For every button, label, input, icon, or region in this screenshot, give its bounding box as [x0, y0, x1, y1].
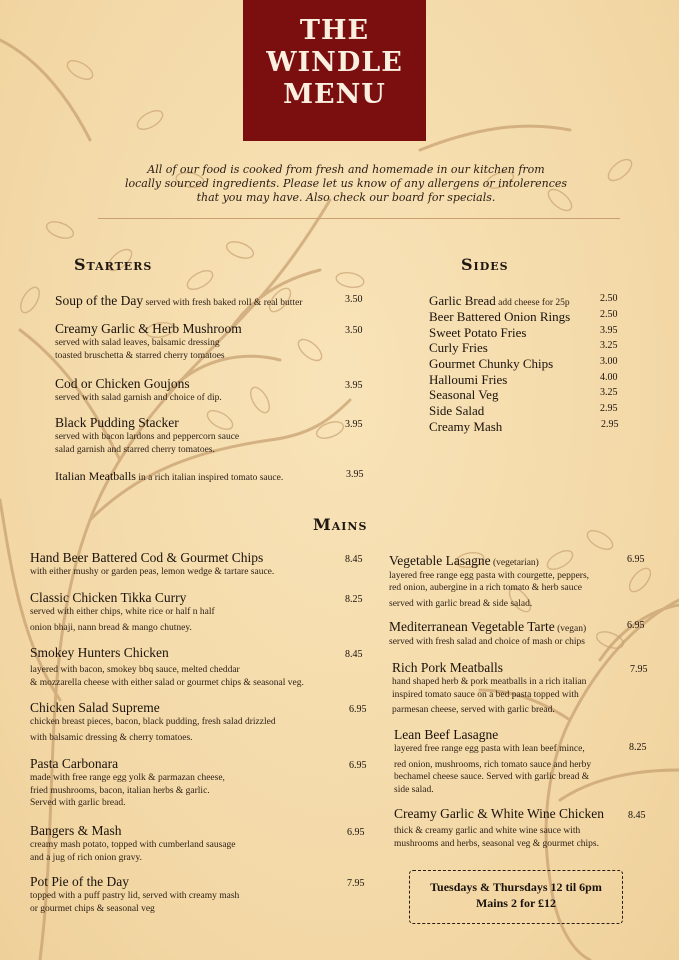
item-desc: with either mushy or garden peas, lemon wedge & tartare sauce. [30, 567, 275, 577]
menu-item [55, 376, 355, 405]
item-desc: with balsamic dressing & cherry tomatoes. [30, 732, 193, 743]
side-item [429, 337, 629, 353]
item-price: 8.45 [345, 649, 363, 660]
item-desc: creamy mash potato, topped with cumberland sausage [30, 840, 236, 850]
item-desc: chicken breast pieces, bacon, black pudding, fresh salad drizzled [30, 717, 276, 727]
item-desc: hand shaped herb & pork meatballs in a rich italian [392, 677, 587, 687]
menu-item [392, 660, 642, 717]
item-price: 3.95 [345, 419, 363, 430]
menu-item [30, 874, 350, 915]
item-inline-note: served with fresh baked roll & real butter [143, 298, 303, 308]
title-line: THE [299, 15, 370, 46]
item-name: Rich Pork Meatballs [392, 660, 503, 675]
item-name: Bangers & Mash [30, 823, 122, 838]
item-name: Italian Meatballs [55, 469, 136, 483]
item-inline-note: (vegetarian) [490, 558, 539, 568]
item-price: 2.50 [600, 293, 618, 304]
menu-item [55, 415, 355, 456]
item-inline-note: (vegan) [554, 624, 587, 634]
item-name: Side Salad [429, 403, 485, 418]
item-name: Creamy Garlic & Herb Mushroom [55, 321, 242, 336]
item-price: 6.95 [627, 620, 645, 631]
item-name: Beer Battered Onion Rings [429, 309, 571, 324]
side-item [429, 400, 629, 416]
item-name: Pasta Carbonara [30, 756, 119, 771]
item-desc: parmesan cheese, served with garlic bread. [392, 705, 555, 715]
side-item [429, 306, 629, 322]
title-line: MENU [283, 79, 386, 110]
item-price: 3.00 [600, 356, 618, 367]
item-desc: red onion, aubergine in a rich tomato & herb sauce [389, 583, 582, 593]
item-name: Cod or Chicken Goujons [55, 376, 190, 391]
item-desc: inspired tomato sauce on a bed pasta topped with [392, 689, 579, 700]
menu-item [389, 616, 639, 648]
item-price: 3.95 [345, 380, 363, 391]
item-desc: layered free range egg pasta with courgette, peppers, [389, 570, 590, 581]
item-price: 8.45 [628, 810, 646, 821]
item-price: 3.25 [600, 387, 618, 398]
item-price: 6.95 [349, 760, 367, 771]
item-name: Seasonal Veg [429, 387, 499, 402]
item-desc: thick & creamy garlic and white wine sauce with [394, 826, 581, 836]
promo-box [409, 870, 623, 924]
item-price: 4.00 [600, 372, 618, 383]
item-name: Curly Fries [429, 340, 488, 355]
intro-line: All of our food is cooked from fresh and homemade in our kitchen from [147, 163, 545, 176]
item-price: 6.95 [349, 704, 367, 715]
item-price: 6.95 [347, 827, 365, 838]
menu-item [30, 645, 350, 689]
item-name: Lean Beef Lasagne [394, 727, 499, 742]
section-heading-sides: Sides [461, 255, 509, 274]
item-name: Vegetable Lasagne [389, 553, 491, 568]
menu-item [30, 590, 350, 634]
item-desc: served with garlic bread & side salad. [389, 598, 533, 609]
menu-item [55, 465, 355, 485]
item-name: Creamy Mash [429, 419, 503, 434]
item-desc: served with salad leaves, balsamic dressing [55, 338, 220, 348]
item-price: 8.45 [345, 554, 363, 565]
item-price: 8.25 [629, 742, 647, 753]
menu-item [389, 550, 639, 610]
menu-title [243, 0, 426, 141]
item-name: Smokey Hunters Chicken [30, 645, 169, 660]
side-item [429, 290, 629, 306]
item-desc: & mozzarella cheese with either salad or gourmet chips & seasonal veg. [30, 677, 304, 688]
item-price: 6.95 [627, 554, 645, 565]
item-desc: fried mushrooms, bacon, italian herbs & garlic. [30, 785, 210, 796]
item-desc: bechamel cheese sauce. Served with garlic bread & [394, 772, 590, 782]
promo-line: Tuesdays & Thursdays 12 til 6pm [430, 880, 602, 894]
intro-text [86, 163, 606, 205]
item-price: 7.95 [347, 878, 365, 889]
item-price: 3.50 [345, 325, 363, 336]
side-item [429, 369, 629, 385]
item-name: Sweet Potato Fries [429, 325, 527, 340]
menu-item [55, 290, 375, 310]
item-price: 3.95 [346, 469, 364, 480]
item-desc: layered free range egg pasta with lean beef mince, [394, 744, 585, 754]
item-price: 8.25 [345, 594, 363, 605]
item-inline-note: add cheese for 25p [495, 298, 570, 308]
section-heading-starters: Starters [74, 255, 153, 274]
item-inline-note: in a rich italian inspired tomato sauce. [135, 473, 284, 483]
side-item [429, 384, 629, 400]
divider [98, 218, 620, 219]
item-desc: onion bhaji, nann bread & mango chutney. [30, 622, 192, 633]
item-name: Gourmet Chunky Chips [429, 356, 554, 371]
menu-item [55, 321, 355, 362]
item-price: 3.95 [600, 325, 618, 336]
item-desc: served with fresh salad and choice of mash or chips [389, 636, 586, 647]
item-name: Classic Chicken Tikka Curry [30, 590, 187, 605]
item-desc: and a jug of rich onion gravy. [30, 852, 143, 863]
menu-item [394, 727, 644, 796]
item-price: 2.95 [600, 403, 618, 414]
item-name: Soup of the Day [55, 293, 144, 308]
item-name: Black Pudding Stacker [55, 415, 179, 430]
item-desc: served with bacon lardons and peppercorn sauce [55, 432, 240, 442]
item-price: 2.50 [600, 309, 618, 320]
item-desc: served with either chips, white rice or half n half [30, 607, 215, 617]
promo-line: Mains 2 for £12 [475, 896, 557, 910]
intro-line: that you may have. Also check our board for specials. [196, 191, 496, 204]
section-heading-mains: Mains [313, 515, 368, 534]
item-desc: mushrooms and herbs, seasonal veg & gourmet chips. [394, 838, 600, 849]
menu-item [30, 550, 350, 579]
item-desc: Served with garlic bread. [30, 798, 126, 808]
item-name: Chicken Salad Supreme [30, 700, 160, 715]
item-desc: salad garnish and starred cherry tomatoes. [55, 444, 215, 455]
menu-item [30, 756, 350, 810]
item-name: Halloumi Fries [429, 372, 508, 387]
item-name: Creamy Garlic & White Wine Chicken [394, 806, 605, 821]
item-price: 2.95 [601, 419, 619, 430]
item-price: 3.25 [600, 340, 618, 351]
title-line: WINDLE [266, 47, 403, 78]
item-desc: served with salad garnish and choice of dip. [55, 393, 222, 403]
menu-item [394, 806, 644, 850]
item-desc: or gourmet chips & seasonal veg [30, 903, 155, 914]
item-desc: topped with a puff pastry lid, served with creamy mash [30, 891, 240, 901]
item-name: Hand Beer Battered Cod & Gourmet Chips [30, 550, 264, 565]
side-item [429, 416, 629, 432]
item-desc: red onion, mushrooms, rich tomato sauce and herby [394, 759, 592, 770]
item-name: Garlic Bread [429, 293, 496, 308]
item-desc: toasted bruschetta & starred cherry tomatoes [55, 350, 225, 361]
item-name: Mediterranean Vegetable Tarte [389, 619, 555, 634]
item-desc: layered with bacon, smokey bbq sauce, melted cheddar [30, 665, 240, 675]
intro-line: locally sourced ingredients. Please let us know of any allergens or intolerences [124, 177, 568, 190]
menu-item [30, 700, 350, 744]
item-desc: made with free range egg yolk & parmazan cheese, [30, 773, 225, 783]
item-price: 7.95 [630, 664, 648, 675]
menu-item [30, 823, 350, 864]
item-price: 3.50 [345, 294, 363, 305]
side-item [429, 353, 629, 369]
item-name: Pot Pie of the Day [30, 874, 129, 889]
side-item [429, 322, 629, 338]
item-desc: side salad. [394, 784, 434, 795]
